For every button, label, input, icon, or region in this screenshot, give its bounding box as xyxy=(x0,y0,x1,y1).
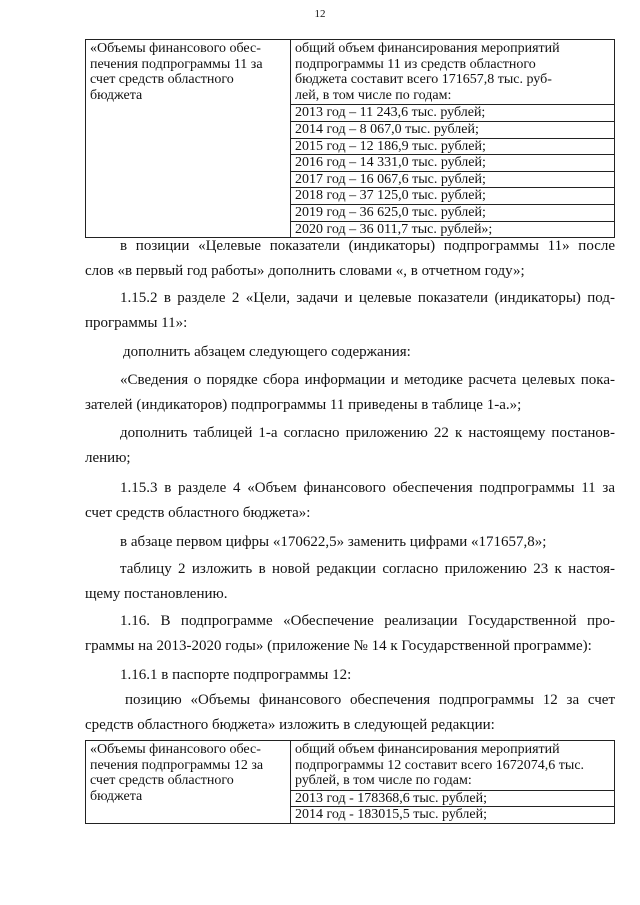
paragraph-line: 1.16.1 в паспорте подпрограммы 12: xyxy=(120,667,352,683)
paragraph-line: дополнить таблицей 1-а согласно приложению 22 к настоящему постанов- xyxy=(120,425,615,441)
funding-summary xyxy=(291,40,614,104)
label-line: бюджета xyxy=(90,87,143,103)
paragraph-line: 1.15.2 в разделе 2 «Цели, задачи и целевые показатели (индикаторы) под- xyxy=(120,290,615,306)
paragraph xyxy=(85,663,615,688)
paragraph-line: «Сведения о порядке сбора информации и методике расчета целевых пока- xyxy=(120,372,615,388)
page-number: 12 xyxy=(314,8,326,20)
summary-line: рублей, в том числе по годам: xyxy=(295,773,472,789)
paragraph xyxy=(85,368,615,418)
paragraph xyxy=(85,476,615,526)
paragraph xyxy=(85,688,615,738)
paragraph-line: лению; xyxy=(85,450,131,466)
year-row: 2020 год – 36 011,7 тыс. рублей»; xyxy=(291,221,614,238)
funding-table-subprogram-12 xyxy=(85,740,615,824)
label-line: печения подпрограммы 11 за xyxy=(90,56,263,72)
summary-line: бюджета составит всего 171657,8 тыс. руб- xyxy=(295,72,552,88)
paragraph xyxy=(85,421,615,471)
paragraph-line: зателей (индикаторов) подпрограммы 11 приведены в таблице 1-а.»; xyxy=(85,397,522,413)
paragraph-line: 1.15.3 в разделе 4 «Объем финансового обеспечения подпрограммы 11 за xyxy=(120,480,615,496)
year-row: 2017 год – 16 067,6 тыс. рублей; xyxy=(291,171,614,188)
paragraph-line: 1.16. В подпрограмме «Обеспечение реализации Государственной про- xyxy=(120,613,615,629)
label-line: печения подпрограммы 12 за xyxy=(90,757,264,773)
label-line: «Объемы финансового обес- xyxy=(90,41,261,56)
paragraph-line: щему постановлению. xyxy=(85,586,228,602)
label-line: бюджета xyxy=(90,788,143,804)
summary-line: общий объем финансирования мероприятий xyxy=(295,41,560,56)
funding-table-subprogram-11 xyxy=(85,39,615,238)
paragraph-line: счет средств областного бюджета»: xyxy=(85,505,311,521)
paragraph-line: позицию «Объемы финансового обеспечения подпрограммы 12 за счет xyxy=(125,692,615,708)
table-value-cell xyxy=(291,40,614,237)
table-label-cell xyxy=(86,741,291,823)
label-line: счет средств областного xyxy=(90,773,234,789)
summary-line: подпрограммы 12 составит всего 1672074,6 тыс. xyxy=(295,757,585,773)
paragraph-line: слов «в первый год работы» дополнить словами «, в отчетном году»; xyxy=(85,263,525,279)
label-line: «Объемы финансового обес- xyxy=(90,742,261,757)
paragraph xyxy=(85,234,615,284)
paragraph-line: программы 11»: xyxy=(85,315,188,331)
year-row: 2013 год – 11 243,6 тыс. рублей; xyxy=(291,104,614,121)
year-row: 2013 год - 178368,6 тыс. рублей; xyxy=(291,790,614,807)
paragraph-line: в абзаце первом цифры «170622,5» заменить цифрами «171657,8»; xyxy=(120,534,547,550)
table-value-cell xyxy=(291,741,614,823)
year-row: 2015 год – 12 186,9 тыс. рублей; xyxy=(291,138,614,155)
paragraph-line: граммы на 2013-2020 годы» (приложение № 14 к Государственной программе): xyxy=(85,638,592,654)
paragraph xyxy=(85,530,615,555)
paragraph-line: в позиции «Целевые показатели (индикаторы) подпрограммы 11» после xyxy=(120,238,615,254)
funding-summary xyxy=(291,741,614,790)
year-row: 2018 год – 37 125,0 тыс. рублей; xyxy=(291,187,614,204)
paragraph xyxy=(85,286,615,336)
paragraph xyxy=(85,340,615,365)
table-label-cell xyxy=(86,40,291,237)
year-row: 2019 год – 36 625,0 тыс. рублей; xyxy=(291,204,614,221)
label-line: счет средств областного xyxy=(90,72,234,88)
year-row: 2016 год – 14 331,0 тыс. рублей; xyxy=(291,154,614,171)
paragraph-line: таблицу 2 изложить в новой редакции согласно приложению 23 к настоя- xyxy=(120,561,615,577)
paragraph-line: дополнить абзацем следующего содержания: xyxy=(123,344,411,360)
summary-line: общий объем финансирования мероприятий xyxy=(295,742,560,757)
paragraph-line: средств областного бюджета» изложить в следующей редакции: xyxy=(85,717,495,733)
summary-line: подпрограммы 11 из средств областного xyxy=(295,56,536,72)
year-row: 2014 год - 183015,5 тыс. рублей; xyxy=(291,806,614,823)
summary-line: лей, в том числе по годам: xyxy=(295,87,452,103)
paragraph xyxy=(85,609,615,659)
year-row: 2014 год – 8 067,0 тыс. рублей; xyxy=(291,121,614,138)
paragraph xyxy=(85,557,615,607)
